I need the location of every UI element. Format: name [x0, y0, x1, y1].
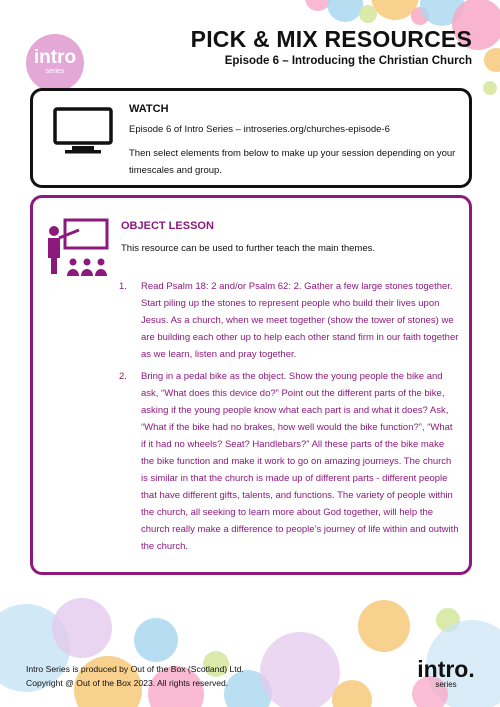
page-subtitle: Episode 6 – Introducing the Christian Church [224, 55, 472, 67]
watch-label: WATCH [129, 103, 169, 115]
step-number: 1. [119, 281, 127, 292]
step-text: Read Psalm 18: 2 and/or Psalm 62: 2. Gather a few large stones together. Start piling up the stones to represent people who build their lives upon Jesus. As a church, when we meet together (show the tower of stones) we are building each other up to help each other stand firm in our faith together as we learn, listen and pray together. [141, 281, 459, 360]
footer-logo-sub: series [435, 680, 457, 689]
watch-episode-text: Episode 6 of Intro Series – introseries.org/churches-episode-6 [129, 124, 390, 135]
object-lesson-steps [119, 278, 459, 560]
footer-line-producer: Intro Series is produced by Out of the Box (Scotland) Ltd. [26, 664, 244, 674]
intro-series-footer-logo [408, 656, 484, 689]
object-lesson-intro: This resource can be used to further teach the main themes. [121, 243, 375, 254]
list-item [119, 278, 459, 363]
logo-sub: series [45, 68, 65, 75]
watch-section [30, 88, 472, 188]
page-title: PICK & MIX RESOURCES [190, 26, 472, 52]
footer-logo-word: intro. [417, 656, 475, 682]
footer-credits [26, 662, 244, 690]
intro-series-logo [26, 34, 84, 92]
object-lesson-section [30, 195, 472, 575]
watch-instructions: Then select elements from below to make up your session depending on your timescales and group. [129, 148, 456, 176]
step-number: 2. [119, 371, 127, 382]
list-item [119, 368, 459, 555]
tv-icon [53, 107, 113, 155]
footer-line-copyright: Copyright @ Out of the Box 2023. All rights reserved. [26, 678, 229, 688]
teacher-presentation-icon [45, 218, 111, 278]
object-lesson-label: OBJECT LESSON [121, 220, 214, 232]
step-text: Bring in a pedal bike as the object. Show the young people the bike and ask, “What does this device do?” Point out the different parts of the bike, asking if the young people know what each part is and what it does? Ask, “What if the bike had no brakes, how well would the bike function?”, “What if it had no wheels? Seat? Handlebars?” All these parts of the bike make the bike function and make it work to go on amazing journeys. The church is similar in that the church is made up of different parts - different people that have different gifts, talents, and functions. The variety of people within the church, all seeking to learn more about God together, will help the church really make a difference to people’s journey of life within and outwith the church. [141, 371, 459, 552]
logo-word: intro [33, 47, 77, 68]
